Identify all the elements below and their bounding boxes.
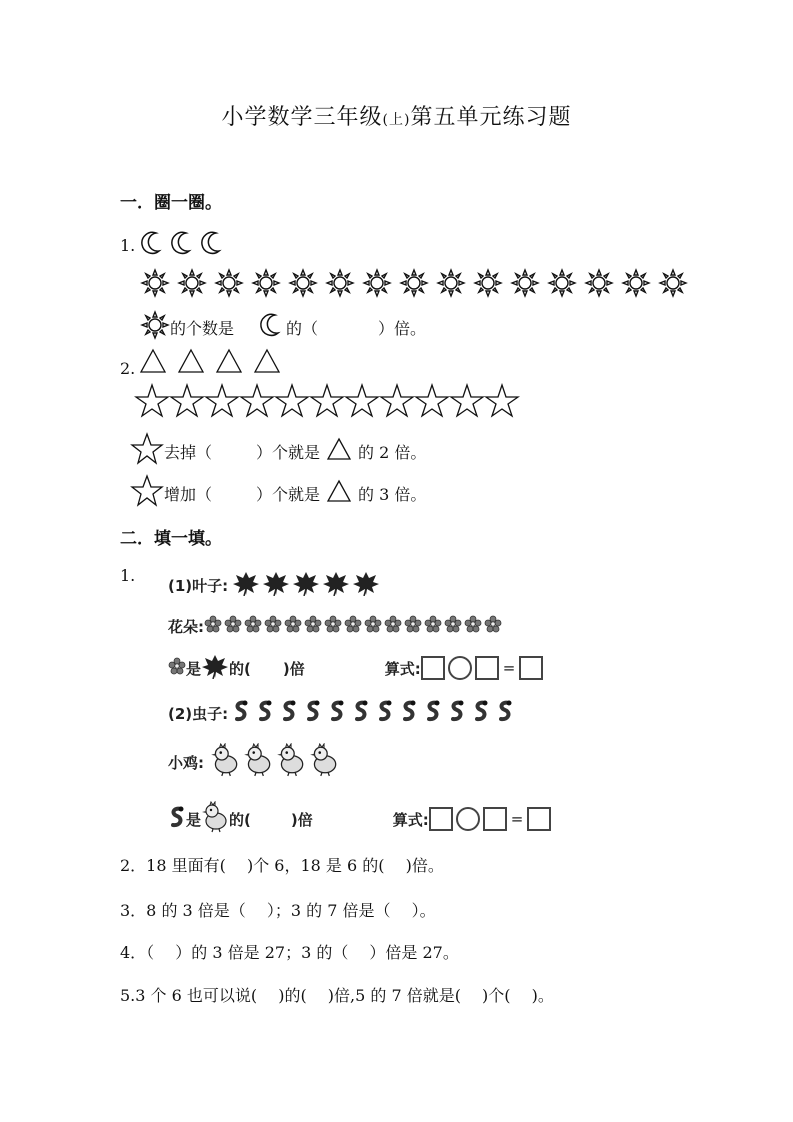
- chick-icon: [309, 743, 339, 781]
- flower-icon: [464, 615, 482, 637]
- star-icon: [274, 383, 310, 423]
- part1-label: (1)叶子:: [168, 576, 229, 595]
- s2q3: 3．8 的 3 倍是（ ）；3 的 7 倍是（ ）。: [120, 901, 436, 920]
- s2q1-number: 1.: [120, 566, 136, 585]
- triangle-group: [139, 348, 291, 378]
- leaf-group: [232, 570, 382, 600]
- flower-icon: [168, 657, 186, 679]
- sun-icon: [473, 268, 503, 302]
- s1q2-line2-a: 增加（: [164, 484, 213, 504]
- s2q5: 5.3 个 6 也可以说( )的( )倍,5 的 7 倍就是( )个( )。: [120, 986, 554, 1005]
- worm-icon: [232, 699, 250, 727]
- flower-icon: [344, 615, 362, 637]
- worm-icon: [280, 699, 298, 727]
- triangle-icon: [326, 437, 352, 465]
- worm-icon: [352, 699, 370, 727]
- section2-heading: 二．填一填。: [120, 529, 222, 549]
- flower-icon: [424, 615, 442, 637]
- flower-icon: [484, 615, 502, 637]
- formula2-equals: =: [510, 810, 524, 828]
- sun-icon: [214, 268, 244, 302]
- sun-icon: [177, 268, 207, 302]
- formula2-box-b[interactable]: [483, 807, 507, 831]
- star-icon: [484, 383, 520, 423]
- sun-icon: [510, 268, 540, 302]
- worm-icon: [400, 699, 418, 727]
- flower-icon: [224, 615, 242, 637]
- sun-icon: [325, 268, 355, 302]
- moon-group: [137, 230, 227, 260]
- flower-icon: [284, 615, 302, 637]
- chick-group: [210, 743, 342, 781]
- flower-group: [204, 615, 504, 637]
- compare2-line: [168, 801, 551, 837]
- s1q2-line2-b: ）个就是: [256, 484, 321, 504]
- chick-icon: [210, 743, 240, 781]
- compare1-line: [168, 653, 543, 683]
- leaf-line: [168, 570, 382, 600]
- star-icon: [130, 432, 164, 470]
- flower-icon: [204, 615, 222, 637]
- sun-icon: [140, 268, 170, 302]
- chick-icon: [243, 743, 273, 781]
- triangle-icon: [253, 348, 281, 378]
- chick-icon: [201, 801, 229, 837]
- sun-row: [140, 268, 695, 302]
- s1q2-line2-c: 的 3 倍。: [358, 484, 427, 504]
- triangle-icon: [139, 348, 167, 378]
- worm-icon: [376, 699, 394, 727]
- leaf-icon: [352, 570, 380, 600]
- leaf-icon: [322, 570, 350, 600]
- flower-line: [168, 615, 504, 637]
- leaf-icon: [232, 570, 260, 600]
- chick-label: 小鸡:: [168, 753, 204, 772]
- star-icon: [169, 383, 205, 423]
- formula2-box-result[interactable]: [527, 807, 551, 831]
- s2q2: 2．18 里面有( )个 6，18 是 6 的( )倍。: [120, 856, 444, 875]
- s1q2-line1: [130, 432, 426, 470]
- worm-icon: [328, 699, 346, 727]
- sun-icon: [140, 310, 170, 344]
- moon-icon: [137, 230, 163, 260]
- compare2-b: 的(: [229, 810, 251, 829]
- s1q1-number: 1.: [120, 235, 136, 255]
- page-title: [0, 100, 793, 131]
- formula2-operator-circle[interactable]: [456, 807, 480, 831]
- compare1-b: 的(: [229, 659, 251, 678]
- sun-icon: [362, 268, 392, 302]
- moon-icon: [167, 230, 193, 260]
- s1q2-line2: [130, 474, 426, 512]
- star-icon: [414, 383, 450, 423]
- title-main: 小学数学三年级: [221, 105, 383, 130]
- flower-icon: [364, 615, 382, 637]
- compare1-a: 是: [186, 659, 202, 678]
- flower-icon: [404, 615, 422, 637]
- flower-icon: [384, 615, 402, 637]
- worm-icon: [424, 699, 442, 727]
- s1q2-number: 2.: [120, 358, 136, 378]
- worm-icon: [448, 699, 466, 727]
- compare2-a: 是: [186, 810, 202, 829]
- worm-group: [232, 699, 520, 727]
- triangle-icon: [215, 348, 243, 378]
- sun-icon: [399, 268, 429, 302]
- compare2-c: )倍: [290, 810, 313, 829]
- sun-icon: [584, 268, 614, 302]
- s1q1-sentence: [140, 310, 426, 344]
- formula1-label: 算式:: [384, 659, 421, 678]
- s1q2-line1-b: ）个就是: [256, 442, 321, 462]
- title-rest: 第五单元练习题: [410, 105, 572, 130]
- worm-icon: [304, 699, 322, 727]
- triangle-icon: [177, 348, 205, 378]
- title-small: (上): [382, 112, 411, 128]
- chick-icon: [276, 743, 306, 781]
- triangle-icon: [326, 479, 352, 507]
- leaf-icon: [292, 570, 320, 600]
- worm-icon: [496, 699, 514, 727]
- star-icon: [239, 383, 275, 423]
- star-icon: [449, 383, 485, 423]
- chick-line: [168, 743, 342, 781]
- formula1-operator-circle[interactable]: [448, 656, 472, 680]
- worm-icon: [256, 699, 274, 727]
- flower-icon: [304, 615, 322, 637]
- sun-icon: [658, 268, 688, 302]
- section1-heading: 一．圈一圈。: [120, 193, 222, 213]
- s1q2-triangle-row: [120, 348, 291, 378]
- leaf-icon: [262, 570, 290, 600]
- s1q2-line1-a: 去掉（: [164, 442, 213, 462]
- formula2-box-a[interactable]: [429, 807, 453, 831]
- compare1-c: )倍: [282, 659, 305, 678]
- star-icon: [134, 383, 170, 423]
- flower-icon: [244, 615, 262, 637]
- flower-icon: [444, 615, 462, 637]
- s2q4: 4．（ ）的 3 倍是 27；3 的（ ）倍是 27。: [120, 943, 459, 962]
- star-row: [134, 383, 519, 423]
- sun-icon: [436, 268, 466, 302]
- moon-icon: [197, 230, 223, 260]
- flower-icon: [264, 615, 282, 637]
- star-icon: [204, 383, 240, 423]
- star-icon: [130, 474, 164, 512]
- sun-icon: [621, 268, 651, 302]
- formula2-label: 算式:: [392, 810, 429, 829]
- formula1-equals: =: [502, 659, 516, 677]
- sun-icon: [288, 268, 318, 302]
- formula1-box-result[interactable]: [519, 656, 543, 680]
- formula1-box-b[interactable]: [475, 656, 499, 680]
- s2q1-image-panel: [168, 565, 648, 840]
- worm-line: [168, 699, 520, 727]
- s1q1-text-b: 的（: [286, 318, 319, 338]
- star-icon: [344, 383, 380, 423]
- s1q1-text-c: ）倍。: [378, 318, 427, 338]
- moon-icon: [256, 312, 282, 342]
- s1q1-text-a: 的个数是: [170, 318, 235, 338]
- part2-label: (2)虫子:: [168, 704, 229, 723]
- flower-icon: [324, 615, 342, 637]
- leaf-icon: [201, 653, 229, 683]
- worm-icon: [168, 805, 186, 833]
- flower-label: 花朵:: [168, 617, 204, 636]
- s1q1-moon-row: [120, 230, 227, 260]
- sun-icon: [251, 268, 281, 302]
- sun-icon: [547, 268, 577, 302]
- s1q2-line1-c: 的 2 倍。: [358, 442, 427, 462]
- formula1-box-a[interactable]: [421, 656, 445, 680]
- star-icon: [379, 383, 415, 423]
- worm-icon: [472, 699, 490, 727]
- star-icon: [309, 383, 345, 423]
